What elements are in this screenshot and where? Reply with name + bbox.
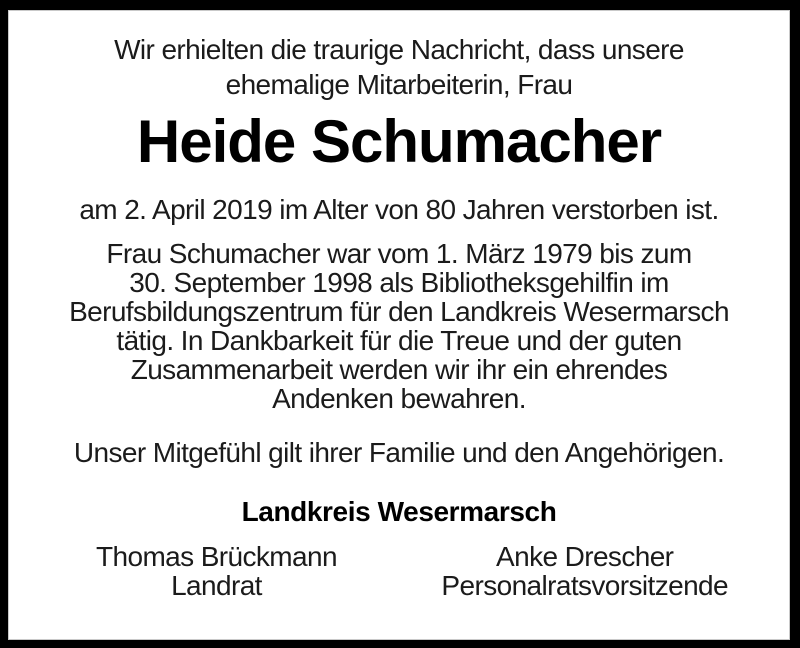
- tribute-line-4: tätig. In Dankbarkeit für die Treue und der guten: [116, 325, 682, 356]
- notice-paper: [8, 10, 790, 640]
- tribute-line-5: Zusammenarbeit werden wir ihr ein ehrendes: [130, 354, 668, 385]
- organization-name: Landkreis Wesermarsch: [241, 496, 557, 527]
- tribute-line-1: Frau Schumacher war vom 1. März 1979 bis zum: [106, 238, 692, 269]
- intro-line-2: ehemalige Mitarbeiterin, Frau: [225, 69, 573, 100]
- tribute-line-2: 30. September 1998 als Bibliotheksgehilfin im: [129, 267, 669, 298]
- signatory-left-name: Thomas Brückmann: [96, 541, 337, 572]
- deceased-name: Heide Schumacher: [136, 108, 662, 175]
- intro-text: [8, 32, 790, 102]
- death-date-line: am 2. April 2019 im Alter von 80 Jahren verstorben ist.: [79, 194, 719, 225]
- signatory-left: [96, 542, 337, 600]
- tribute-line-6: Andenken bewahren.: [272, 383, 526, 414]
- signatory-right: [441, 542, 728, 600]
- signatory-left-role: Landrat: [171, 570, 262, 601]
- signatory-right-role: Personalratsvorsitzende: [441, 570, 728, 601]
- tribute-paragraph: [8, 239, 790, 413]
- intro-line-1: Wir erhielten die traurige Nachricht, dass unsere: [114, 34, 684, 65]
- signature-row: [8, 542, 790, 600]
- condolence-line: Unser Mitgefühl gilt ihrer Familie und den Angehörigen.: [73, 437, 725, 468]
- tribute-line-3: Berufsbildungszentrum für den Landkreis Wesermarsch: [69, 296, 729, 327]
- signatory-right-name: Anke Drescher: [496, 541, 674, 572]
